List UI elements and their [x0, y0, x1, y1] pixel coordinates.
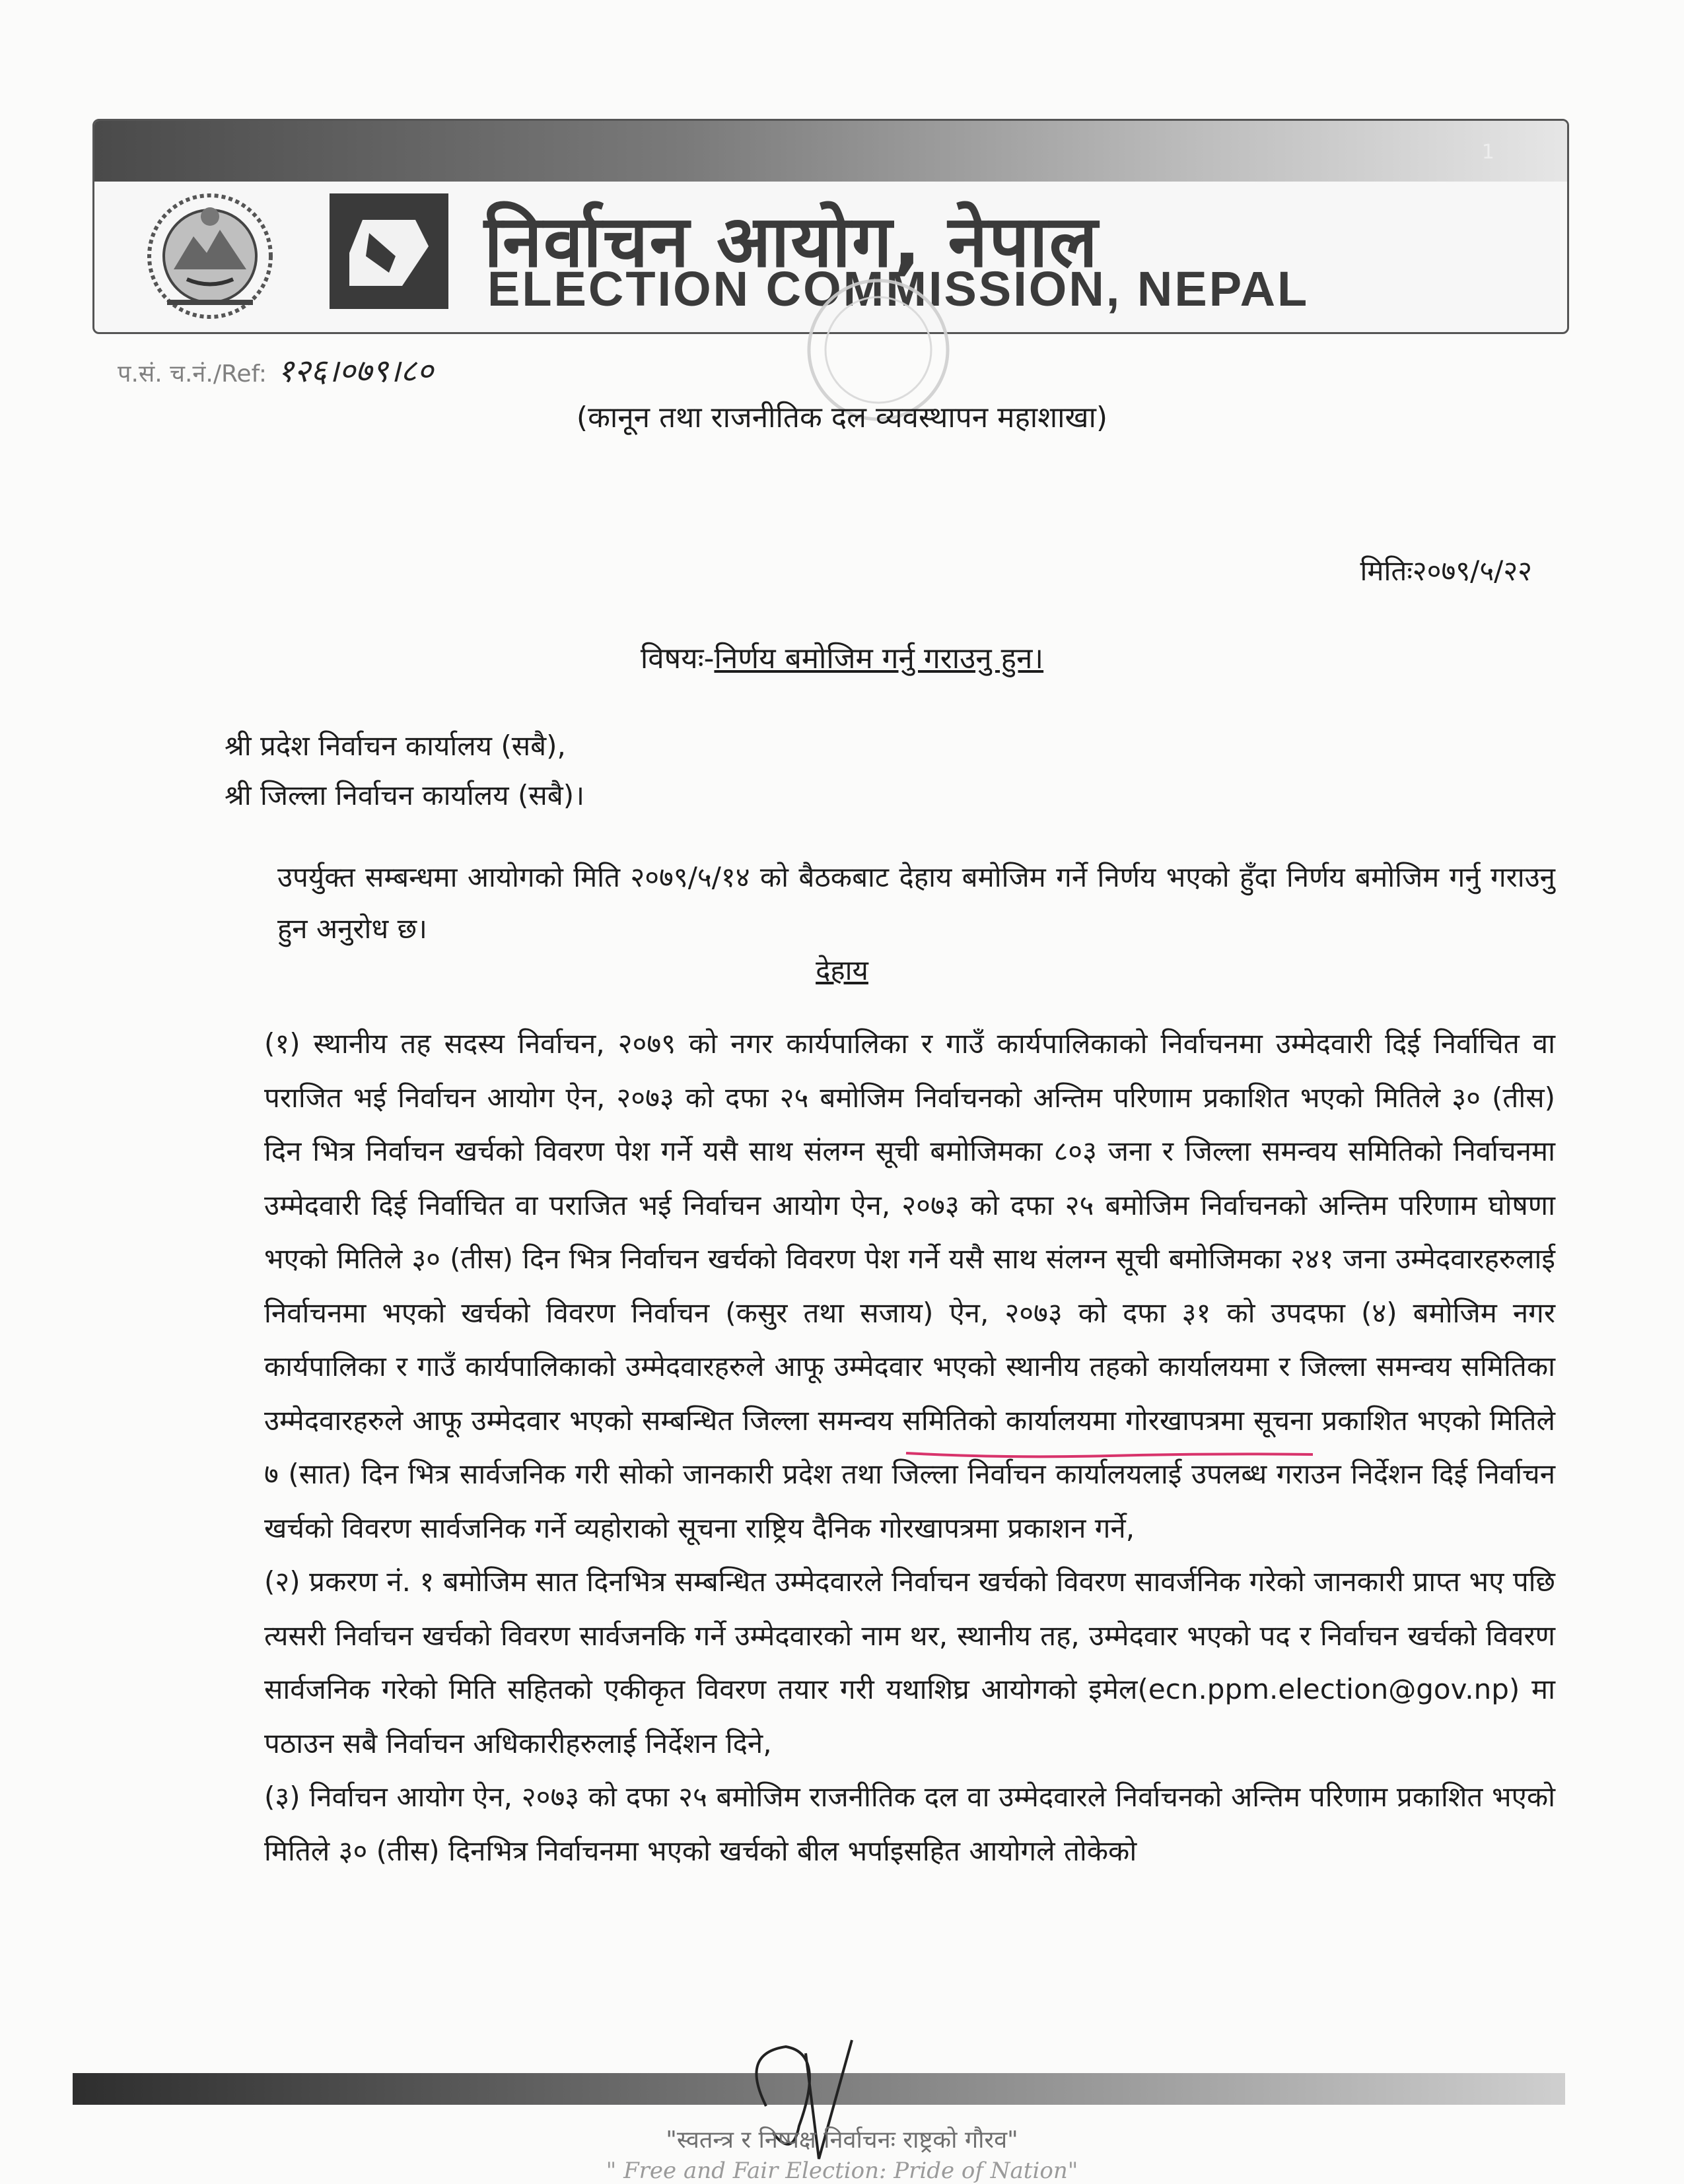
letterhead-gradient-bar [94, 121, 1567, 182]
page-number: 1 [1481, 141, 1494, 164]
nepal-emblem-icon [141, 190, 279, 322]
addressee-line: श्री जिल्ला निर्वाचन कार्यालय (सबै)। [225, 779, 585, 811]
letterhead-title-nepali: निर्वाचन आयोग, नेपाल [484, 201, 1099, 283]
footer-slogan-english: " Free and Fair Election: Pride of Nation" [606, 2158, 1078, 2184]
subject-label: विषयः- [640, 642, 715, 675]
section-heading: देहाय [816, 954, 868, 986]
letter-body [264, 1017, 1555, 1878]
body-paragraph: (३) निर्वाचन आयोग ऐन, २०७३ को दफा २५ बमोजिम राजनीतिक दल वा उम्मेदवारले निर्वाचनको अन्तिम परिणाम प्रकाशित भएको मितिले ३० (तीस) दिनभित्र निर्वाचनमा भएको खर्चको बील भर्पाइसहित आयोगले तोकेको [264, 1781, 1555, 1867]
subject-line [0, 637, 1684, 677]
reference-label: प.सं. च.नं./Ref: [118, 360, 267, 388]
addressee-line: श्री प्रदेश निर्वाचन कार्यालय (सबै), [225, 730, 566, 762]
handwritten-underline [905, 1449, 1314, 1461]
intro-paragraph: उपर्युक्त सम्बन्धमा आयोगको मिति २०७९/५/१४ को बैठकबाट देहाय बमोजिम गर्ने निर्णय भएको हुँदा निर्णय बमोजिम गर्नु गराउनु हुन अनुरोध छ। [277, 861, 1555, 945]
letter-date: मितिः२०७९/५/२२ [1360, 555, 1532, 587]
ballot-box-logo-icon [330, 193, 448, 309]
handwritten-signature [726, 2027, 872, 2179]
footer-slogan-nepali: "स्वतन्त्र र निष्पक्ष निर्वाचनः राष्ट्रको गौरव" [666, 2127, 1018, 2154]
letterhead-title-english: ELECTION COMMISSION, NEPAL [487, 261, 1310, 316]
division-name: (कानून तथा राजनीतिक दल व्यवस्थापन महाशाखा) [576, 401, 1108, 434]
body-paragraph: (२) प्रकरण नं. १ बमोजिम सात दिनभित्र सम्बन्धित उम्मेदवारले निर्वाचन खर्चको विवरण सावर्जनिक गरेको जानकारी प्राप्त भए पछि त्यसरी निर्वाचन खर्चको विवरण सार्वजनकि गर्ने उम्मेदवारको नाम थर, स्थानीय तह, उम्मेदवार भएको पद र निर्वाचन खर्चको विवरण सार्वजनिक गरेको मिति सहितको एकीकृत विवरण तयार गरी यथाशिघ्र आयोगको इमेल(ecn.ppm.election@gov.np) मा पठाउन सबै निर्वाचन अधिकारीहरुलाई निर्देशन दिने, [264, 1565, 1555, 1759]
subject-text: निर्णय बमोजिम गर्नु गराउनु हुन। [714, 642, 1044, 675]
body-paragraph: (१) स्थानीय तह सदस्य निर्वाचन, २०७९ को नगर कार्यपालिका र गाउँ कार्यपालिकाको निर्वाचनमा उम्मेदवारी दिई निर्वाचित वा पराजित भई निर्वाचन आयोग ऐन, २०७३ को दफा २५ बमोजिम निर्वाचनको अन्तिम परिणाम प्रकाशित भएको मितिले ३० (तीस) दिन भित्र निर्वाचन खर्चको विवरण पेश गर्ने यसै साथ संलग्न सूची बमोजिमका ८०३ जना र जिल्ला समन्वय समितिको निर्वाचनमा उम्मेदवारी दिई निर्वाचित वा पराजित भई निर्वाचन आयोग ऐन, २०७३ को दफा २५ बमोजिम निर्वाचनको अन्तिम परिणाम घोषणा भएको मितिले ३० (तीस) दिन भित्र निर्वाचन खर्चको विवरण पेश गर्ने यसै साथ संलग्न सूची बमोजिमका २४१ जना उम्मेदवारहरुलाई निर्वाचनमा भएको खर्चको विवरण निर्वाचन (कसुर तथा सजाय) ऐन, २०७३ को दफा ३१ को उपदफा (४) बमोजिम नगर कार्यपालिका र गाउँ कार्यपालिकाको उम्मेदवारहरुले आफू उम्मेदवार भएको स्थानीय तहको कार्यालयमा र जिल्ला समन्वय समितिका उम्मेदवारहरुले आफू उम्मेदवार भएको सम्बन्धित जिल्ला समन्वय समितिको कार्यालयमा गोरखापत्रमा सूचना प्रकाशित भएको मितिले ७ (सात) दिन भित्र सार्वजनिक गरी सोको जानकारी प्रदेश तथा जिल्ला निर्वाचन कार्यालयलाई उपलब्ध गराउन निर्देशन दिई निर्वाचन खर्चको विवरण सार्वजनिक गर्ने व्यहोराको सूचना राष्ट्रिय दैनिक गोरखापत्रमा प्रकाशन गर्ने, [264, 1027, 1555, 1544]
reference-number: १२६।०७९।८० [277, 353, 434, 390]
